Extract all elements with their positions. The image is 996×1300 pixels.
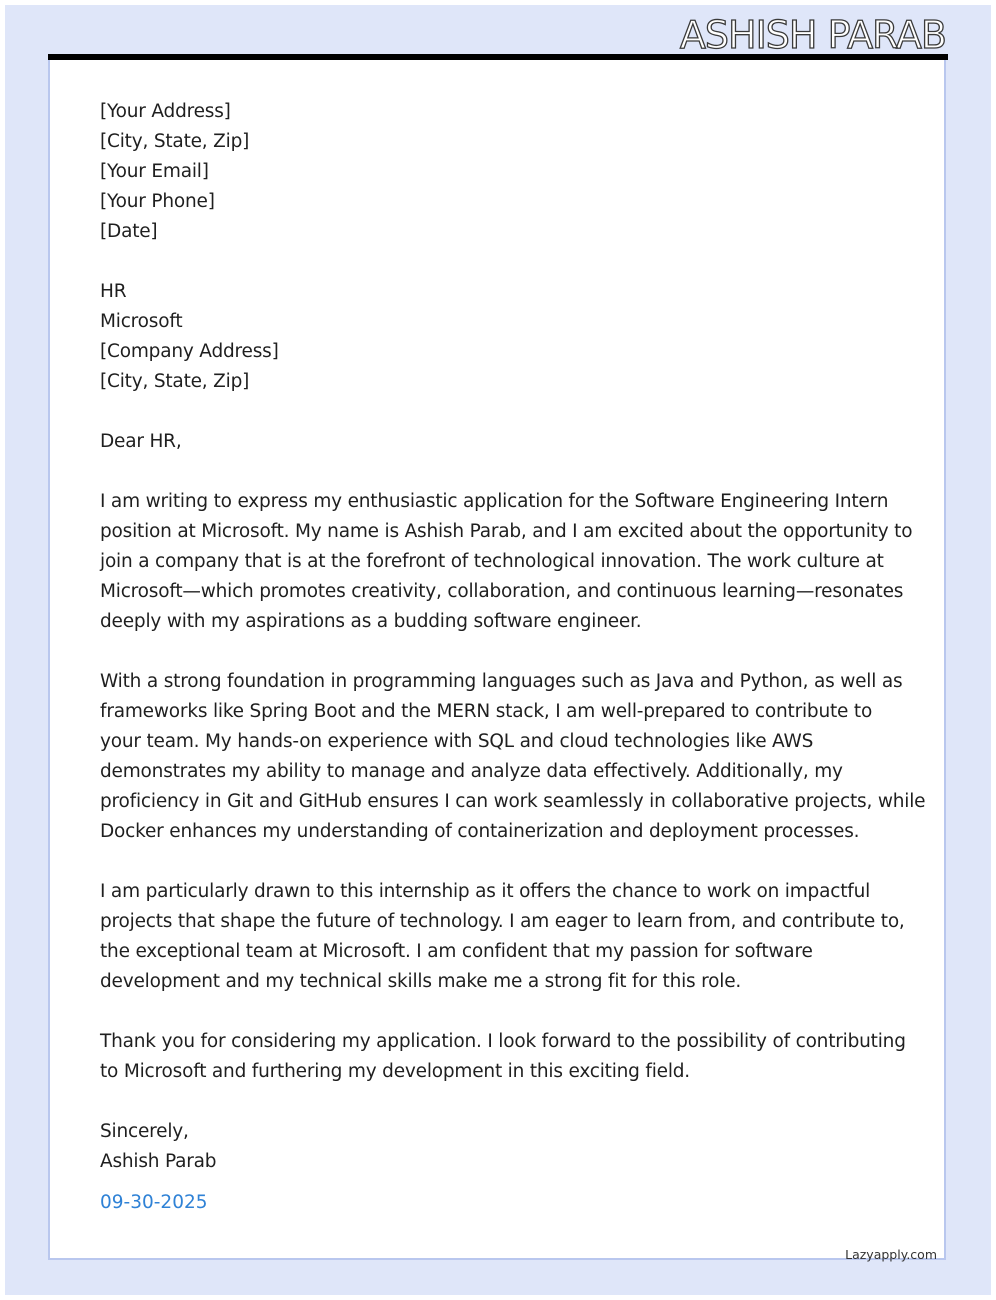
paragraph-line: the exceptional team at Microsoft. I am confident that my passion for software [100, 941, 813, 962]
paragraph-line: join a company that is at the forefront of technological innovation. The work culture at [100, 551, 884, 572]
recipient-city: [City, State, Zip] [100, 371, 250, 392]
recipient-name: HR [100, 281, 127, 302]
sender-date: [Date] [100, 221, 158, 242]
paragraph-line: I am writing to express my enthusiastic application for the Software Engineering Intern [100, 491, 889, 512]
paragraph-intro [100, 487, 913, 637]
sender-city: [City, State, Zip] [100, 131, 250, 152]
salutation: Dear HR, [100, 431, 182, 452]
sender-address: [Your Address] [100, 101, 231, 122]
applicant-name-heading: ASHISH PARAB [679, 13, 946, 57]
paragraph-line: to Microsoft and furthering my development in this exciting field. [100, 1061, 690, 1082]
paragraph-line: deeply with my aspirations as a budding software engineer. [100, 611, 642, 632]
paragraph-line: proficiency in Git and GitHub ensures I can work seamlessly in collaborative projects, while [100, 791, 926, 812]
paragraph-line: development and my technical skills make me a strong fit for this role. [100, 971, 742, 992]
paragraph-line: projects that shape the future of technology. I am eager to learn from, and contribute to, [100, 911, 905, 932]
paragraph-line: Microsoft—which promotes creativity, collaboration, and continuous learning—resonates [100, 581, 904, 602]
recipient-block [100, 277, 900, 397]
sender-phone: [Your Phone] [100, 191, 215, 212]
signature-block [100, 1117, 900, 1177]
sender-email: [Your Email] [100, 161, 209, 182]
paragraph-line: Thank you for considering my application. I look forward to the possibility of contributing [100, 1031, 906, 1052]
paragraph-line: demonstrates my ability to manage and analyze data effectively. Additionally, my [100, 761, 843, 782]
recipient-company: Microsoft [100, 311, 183, 332]
letter-date: 09-30-2025 [100, 1192, 208, 1213]
paragraph-skills [100, 667, 926, 847]
paragraph-line: frameworks like Spring Boot and the MERN stack, I am well-prepared to contribute to [100, 701, 873, 722]
paragraph-line: With a strong foundation in programming languages such as Java and Python, as well as [100, 671, 903, 692]
sender-block [100, 97, 900, 247]
paragraph-line: Docker enhances my understanding of containerization and deployment processes. [100, 821, 860, 842]
footer-brand: Lazyapply.com [845, 1247, 937, 1262]
recipient-address: [Company Address] [100, 341, 279, 362]
paragraph-line: position at Microsoft. My name is Ashish Parab, and I am excited about the opportunity to [100, 521, 913, 542]
letter-body [100, 97, 926, 1177]
signature-name: Ashish Parab [100, 1151, 217, 1172]
valediction: Sincerely, [100, 1121, 189, 1142]
paragraph-closing [100, 1027, 906, 1087]
paragraph-line: your team. My hands-on experience with SQL and cloud technologies like AWS [100, 731, 814, 752]
paragraph-line: I am particularly drawn to this internship as it offers the chance to work on impactful [100, 881, 871, 902]
paragraph-motivation [100, 877, 905, 997]
